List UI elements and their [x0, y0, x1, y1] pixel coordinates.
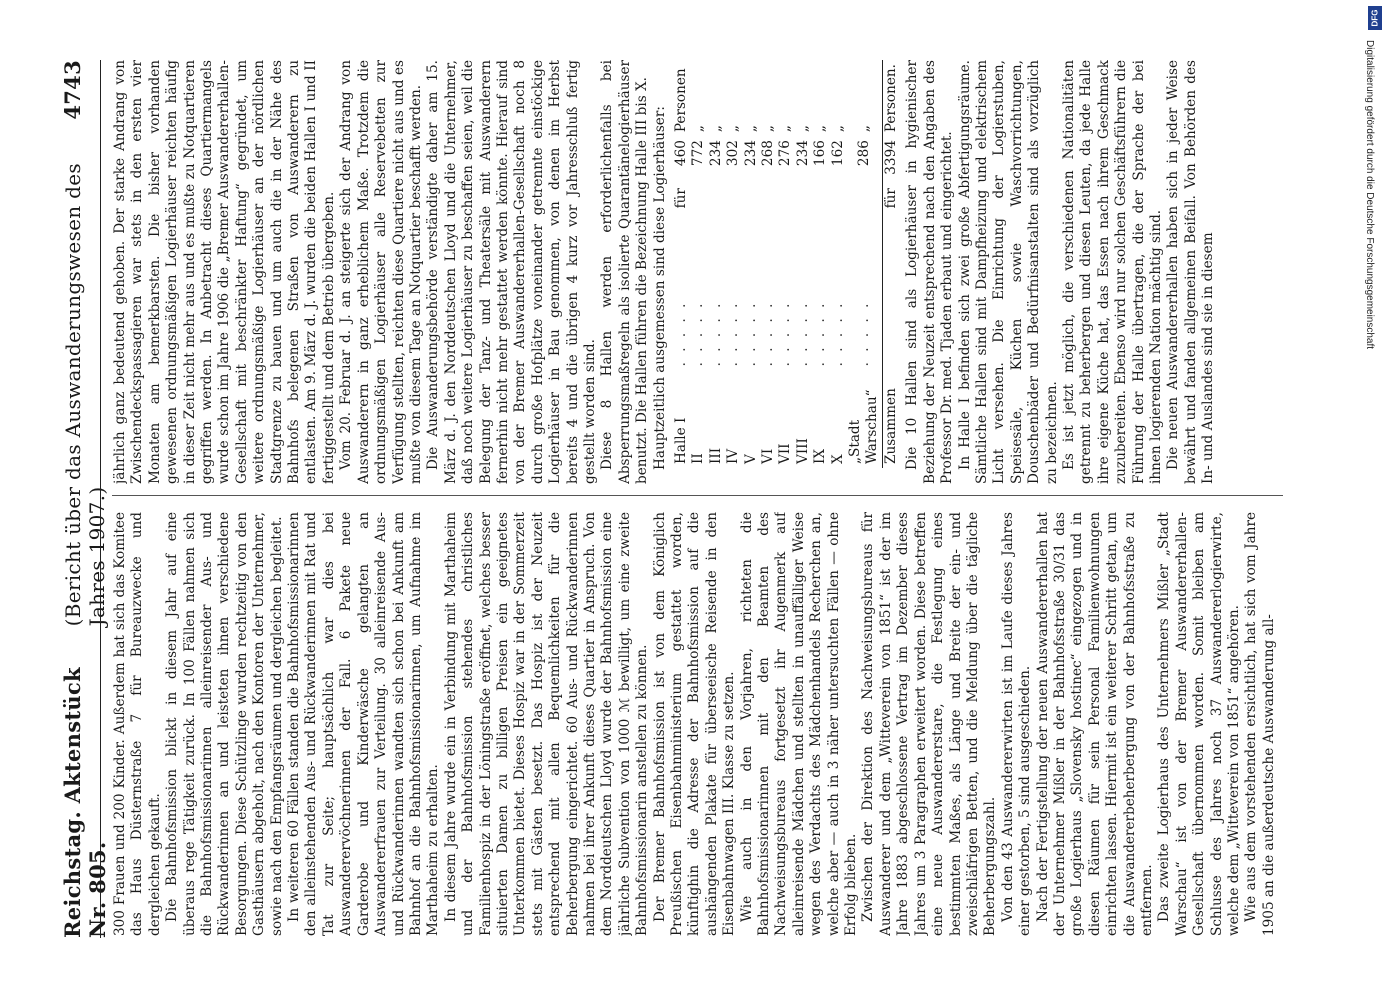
hall-row: [725, 60, 742, 468]
paragraph: 300 Frauen und 200 Kinder. Außerdem hat sich das Komitee das Haus Düsternstraße 7 für Bureauzwecke und dergleichen gekauft.: [112, 512, 163, 936]
paragraph: In diesem Jahre wurde ein in Verbindung mit Marthaheim und der Bahnhofsmission stehendes christliches Familienhospiz in der Löningstraße eröffnet, welches besser situierten Damen zu billigen Preisen ein geeignetes Unterkommen bietet. Dieses Hospiz war in der Sommerzeit stets mit Gästen besetzt. Das Hospiz ist der Neuzeit entsprechend mit allen Bequemlichkeiten für die Beherbergung eingerichtet. 60 Aus- und Rückwanderinnen nahmen bei ihrer Ankunft dieses Quartier in Anspruch. Von dem Norddeutschen Lloyd wurde der Bahnhofsmission eine jährliche Subvention von 1000 ℳ bewilligt, um eine zweite Bahnhofsmissionarin anstellen zu können.: [442, 512, 651, 936]
hall-unit: „: [760, 125, 777, 133]
hall-count: 268: [760, 140, 777, 167]
digitization-note: Digitalisierung gefördert durch die Deutsche Forschungsgemeinschaft: [1364, 40, 1375, 350]
hall-row: [795, 60, 812, 468]
hall-count: 234: [742, 140, 759, 167]
dots: . . . . .: [742, 300, 759, 367]
hall-for: [812, 184, 829, 212]
paragraph: Die Bahnhofsmission blickt in diesem Jahr auf eine überaus rege Tätigkeit zurück. In 100 Fällen nahmen sich die Bahnhofsmissionarinnen alleinreisender Aus- und Rückwanderinnen an und leisteten ihnen verschiedene Besorgungen. Diese Schützlinge wurden rechtzeitig von den Gasthäusern abgeholt, nach den Kontoren der Unternehmer, sowie nach den Empfangsräumen und dergleichen begleitet.: [164, 512, 285, 936]
hall-name: VIII: [794, 438, 811, 464]
paragraph: Die 10 Hallen sind als Logierhäuser in hygienischer Beziehung der Neuzeit entsprechend nach den Angaben des Professor Dr. med. Tjaden erbaut und eingerichtet.: [904, 60, 956, 484]
hall-name: X: [829, 454, 846, 464]
hall-unit: „: [855, 125, 872, 133]
hall-name: III: [707, 447, 724, 464]
paragraph: Vom 20. Februar d. J. an steigerte sich der Andrang von Auswanderern in ganz erheblichem Maße. Trotzdem die ordnungsmäßigen Logierhäuser alle Reservebetten zur Verfügung stellten, reichten diese Quartiere nicht aus und es mußte von diesem Tage an Notquartier beschafft werden.: [338, 60, 424, 484]
hall-unit: „: [690, 125, 707, 133]
header-rule: [100, 60, 101, 938]
dots: . . . . .: [673, 300, 689, 367]
paragraph: Das zweite Logierhaus des Unternehmers Mißler „Stadt Warschau“ ist von der Bremer Auswandererhallen-Gesellschaft übernommen worden. Somit bleiben am Schlusse des Jahres noch 37 Auswandererlogierwirte, welche dem „Witteverein von 1851“ angehören.: [1156, 512, 1242, 936]
hall-name: Halle I: [673, 417, 689, 464]
dots: . . . . .: [725, 300, 742, 367]
hall-unit: „: [794, 125, 811, 133]
hall-count: 234: [794, 140, 811, 167]
hall-name: IX: [812, 448, 829, 464]
hall-count: 166: [812, 140, 829, 167]
paragraph: Wie aus dem vorstehenden ersichtlich, hat sich vom Jahre 1905 an die außerdeutsche Auswanderung all-: [1243, 512, 1277, 936]
hall-row: [812, 60, 829, 468]
hall-row: [708, 60, 725, 468]
dots: . . . . .: [794, 300, 811, 367]
dots: . . . . .: [760, 300, 777, 367]
dots: . . . . .: [690, 300, 707, 367]
hall-for: [847, 184, 882, 212]
dots: . . . . .: [707, 300, 724, 367]
hall-for: [795, 184, 812, 212]
halls-total-row: [882, 60, 900, 468]
hall-unit: „: [777, 125, 794, 133]
hall-name: IV: [725, 448, 742, 464]
total-count: 3394: [882, 136, 900, 184]
right-column: [112, 60, 1323, 484]
hall-for: für: [673, 188, 689, 209]
dots: . . . . .: [812, 300, 829, 367]
total-label: Zusammen: [882, 370, 900, 468]
left-column: [112, 512, 1323, 936]
hall-unit: „: [812, 125, 829, 133]
hall-unit: „: [829, 125, 846, 133]
header-left: Reichstag. Aktenstück Nr. 805.: [60, 667, 110, 938]
hall-count: 772: [690, 140, 707, 167]
hall-count: 276: [777, 140, 794, 167]
hall-count: 302: [725, 140, 742, 167]
hall-count: 234: [707, 140, 724, 167]
total-for: für: [882, 184, 900, 212]
dfg-logo: DFG: [1368, 6, 1382, 30]
hall-for: [708, 184, 725, 212]
hall-row: [690, 60, 707, 468]
hall-name: „Stadt Warschau“: [847, 389, 881, 464]
page-number: 4743: [60, 60, 85, 120]
column-divider: [112, 495, 1283, 496]
hall-row: [847, 60, 882, 468]
hall-row: [830, 60, 847, 468]
hall-for: [690, 184, 707, 212]
paragraph: Nach der Fertigstellung der neuen Auswandererhallen hat der Unternehmer Mißler in der Bahnhofsstraße 30/31 das große Logierhaus „Slovensky hostinec“ eingezogen und in diesen Räumen für sein Personal Familienwohnungen einrichten lassen. Hiermit ist ein weiterer Schritt getan, um die Auswandererbeherbergung von der Bahnhofsstraße zu entfernen.: [1034, 512, 1155, 936]
total-unit: Personen.: [882, 60, 900, 136]
hall-for: [830, 184, 847, 212]
paragraph: In Halle I befinden sich zwei große Abfertigungsräume. Sämtliche Hallen sind mit Dampfheizung und elektrischem Licht versehen. Die Einrichtung der Logierstuben, Speisesäle, Küchen sowie Waschvorrichtungen, Douschenbäder und Bedürfnisanstalten sind als vorzüglich zu bezeichnen.: [956, 60, 1060, 484]
paragraph: Der Bremer Bahnhofsmission ist von dem Königlich Preußischen Eisenbahnministerium gestattet worden, künftighin die Adresse der Bahnhofsmission auf die aushängenden Plakate für überseeische Reisende in den Eisenbahnwagen III. Klasse zu setzen.: [651, 512, 738, 936]
hall-for: [760, 184, 777, 212]
halls-capacity-table: [673, 60, 900, 468]
hall-name: VI: [760, 448, 777, 464]
paragraph: jährlich ganz bedeutend gehoben. Der starke Andrang von Zwischendeckspassagieren war stets in den ersten vier Monaten am bemerkbarsten. Die bisher vorhanden gewesenen ordnungsmäßigen Logierhäuser reichten häufig in dieser Zeit nicht mehr aus und es mußte zu Notquartieren gegriffen werden. In Anbetracht dieses Quartiermangels wurde schon im Jahre 1906 die „Bremer Auswandererhallen-Gesellschaft mit beschränkter Haftung“ gegründet, um weitere ordnungsmäßige Logierhäuser an der nördlichen Stadtgrenze zu bauen und um auch die in der Nähe des Bahnhofs belegenen Straßen von Auswanderern zu entlasten. Am 9. März d. J. wurden die beiden Hallen I und II fertiggestellt und dem Betrieb übergeben.: [112, 60, 337, 484]
hall-count: 460: [673, 140, 689, 167]
hall-row: [743, 60, 760, 468]
paragraph: In weiteren 60 Fällen standen die Bahnhofsmissionarinnen den alleinstehenden Aus- und Rückwanderinnen mit Rat und Tat zur Seite; hauptsächlich war dies bei Auswanderervöchnerinnen der Fall. 6 Pakete neue Garderobe und Kinderwäsche gelangten an Auswandererfrauen zur Verteilung. 30 alleinreisende Aus- und Rückwanderinnen wandten sich schon bei Ankunft am Bahnhof an die Bahnhofsmissionarinnen, um Aufnahme im Marthaheim zu erhalten.: [286, 512, 442, 936]
hall-unit: Personen: [673, 68, 689, 133]
hall-for: [725, 184, 742, 212]
hall-row: [777, 60, 794, 468]
paragraph: Von den 43 Auswandererwirten ist im Laufe dieses Jahres einer gestorben, 5 sind ausgeschieden.: [999, 512, 1034, 936]
paragraph: Zwischen der Direktion des Nachweisungsbureaus für Auswanderer und dem „Witteverein von 1851“ ist der im Jahre 1883 abgeschlossene Vertrag im Dezember dieses Jahres um 3 Paragraphen erweitert worden. Diese betreffen eine neue Auswandererstare, die Festlegung eines bestimmten Maßes, als Länge und Breite der ein- und zweischläfrigen Betten, und die Meldung über die tägliche Beherbergungszahl.: [860, 512, 999, 936]
hall-name: VII: [777, 443, 794, 464]
header-center: (Bericht über das Auswanderungswesen des Jahres 1907.): [61, 163, 109, 627]
paragraph: Die Auswanderungsbehörde verständigte daher am 15. März d. J. den Norddeutschen Lloyd und die Unternehmer, daß noch weitere Logierhäuser zu beschaffen seien, weil die Belegung der Tanz- und Theatersäle mit Auswanderern fernerhin nicht mehr gestattet werden könnte. Hierauf sind von der Bremer Auswandererhallen-Gesellschaft noch 8 durch große Hofplätze voneinander getrennte einstöckige Logierhäuser in Bau genommen, von denen im Herbst bereits 4 und die übrigen 4 kurz vor Jahresschluß fertig gestellt worden sind.: [425, 60, 598, 484]
hall-unit: „: [742, 125, 759, 133]
dots: . . . . .: [829, 300, 846, 367]
dots: . . . . .: [855, 300, 872, 367]
hall-unit: „: [725, 125, 742, 133]
dots: . . . . .: [777, 300, 794, 367]
hall-count: 286: [855, 140, 872, 167]
hall-unit: „: [707, 125, 724, 133]
paragraph: Wie auch in den Vorjahren, richteten die Bahnhofsmissionarinnen mit den Beamten des Nachweisungsbureaus fortgesetzt ihr Augenmerk auf alleinreisende Mädchen und stellten in unauffälliger Weise wegen des Verdachts des Mädchenhandels Recherchen an, welche aber — auch in 3 näher untersuchten Fällen — ohne Erfolg blieben.: [738, 512, 860, 936]
hall-for: [743, 184, 760, 212]
hall-for: [777, 184, 794, 212]
paragraph: Es ist jetzt möglich, die verschiedenen Nationalitäten getrennt zu beherbergen und diesen Leuten, da jede Halle ihre eigene Küche hat, das Essen nach ihrem Geschmack zuzubereiten. Ebenso wird nur solchen Geschäftsführern die Führung der Halle übertragen, die der Sprache der bei ihnen logierenden Nation mächtig sind.: [1060, 60, 1164, 484]
hall-name: II: [690, 453, 707, 464]
paragraph: Hauptzeitlich ausgemessen sind diese Logierhäuser:: [651, 106, 668, 470]
hall-name: V: [742, 454, 759, 464]
paragraph: Die neuen Auswandererhallen haben sich in jeder Weise bewährt und fanden allgemeinen Beifall. Von Behörden des In- und Auslandes sind sie in diesem: [1165, 60, 1217, 484]
hall-count: 162: [829, 140, 846, 167]
page-header: [60, 60, 110, 938]
hall-row: [673, 60, 690, 468]
hall-row: [760, 60, 777, 468]
paragraph: Diese 8 Hallen werden erforderlichenfalls bei Absperrungsmaßregeln als isolierte Quarantänelogierhäuser benutzt. Die Hallen führen die Bezeichnung Halle III bis X.: [599, 60, 651, 484]
